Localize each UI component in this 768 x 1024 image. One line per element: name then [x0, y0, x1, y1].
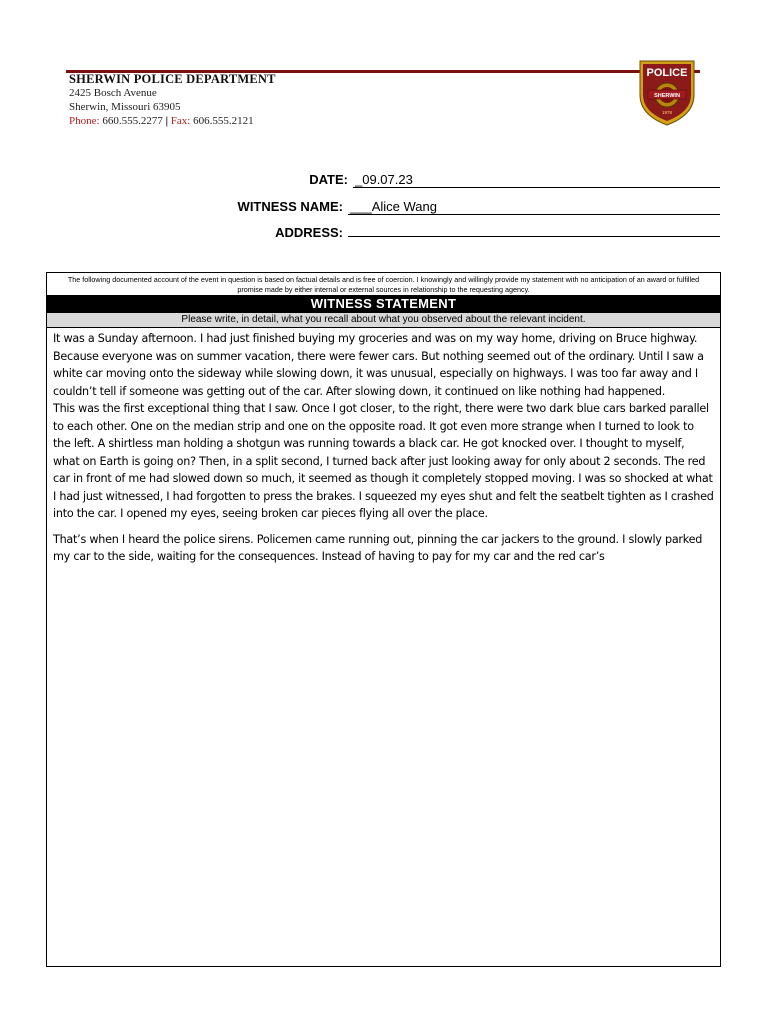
- statement-paragraph: That’s when I heard the police sirens. Policemen came running out, pinning the car jackers to the ground. I slowly parked my car to the side, waiting for the consequences. Instead of having to pay for my car and the red car’s: [53, 532, 703, 563]
- department-name: SHERWIN POLICE DEPARTMENT: [69, 72, 276, 86]
- badge-banner-text: SHERWIN: [654, 93, 680, 99]
- witness-statement-form: [46, 272, 721, 967]
- date-field[interactable]: _09.07.23: [353, 172, 720, 188]
- date-label: DATE:: [309, 172, 348, 187]
- fax-label: Fax:: [170, 115, 191, 127]
- phone-number: 660.555.2277: [102, 115, 163, 127]
- badge-top-text: POLICE: [646, 67, 688, 79]
- statement-paragraph: It was a Sunday afternoon. I had just finished buying my groceries and was on my way home, driving on Bruce highway. Because everyone was on summer vacation, there were fewer cars. But nothing seemed out of the ordinary. Until I saw a white car moving onto the sideway while slowing down, it was unusual, especially on highways. I was too far away and I couldn’t tell if someone was getting out of the car. After slowing down, it continued on like nothing had happened.: [53, 332, 704, 398]
- witness-name-row: [238, 199, 720, 215]
- witness-name-field[interactable]: ___Alice Wang: [348, 199, 720, 215]
- street-address: 2425 Bosch Avenue: [69, 87, 157, 99]
- address-label: ADDRESS:: [275, 225, 343, 240]
- disclaimer-text: The following documented account of the event in question is based on factual details and is free of coercion. I knowingly and willingly provide my statement with no anticipation of an award or fulfilled promise made by either internal or external sources in relationship to the requesting agency.: [67, 275, 700, 294]
- address-field[interactable]: [348, 236, 720, 237]
- badge-year: 1978: [661, 110, 673, 115]
- letterhead: [69, 72, 276, 128]
- contact-separator: |: [165, 115, 168, 127]
- contact-line: [69, 114, 276, 128]
- city-address: Sherwin, Missouri 63905: [69, 101, 181, 113]
- address-row: [275, 225, 720, 240]
- form-instruction: Please write, in detail, what you recall about what you observed about the relevant incident.: [47, 313, 720, 328]
- form-title: WITNESS STATEMENT: [47, 295, 720, 313]
- statement-text-area[interactable]: [47, 328, 720, 566]
- fax-number: 606.555.2121: [193, 115, 254, 127]
- phone-label: Phone:: [69, 115, 100, 127]
- statement-paragraph: This was the first exceptional thing that I saw. Once I got closer, to the right, there were two dark blue cars barked parallel to each other. One on the median strip and one on the opposite road. It got even more strange when I turned to look to the left. A shirtless man holding a shotgun was running towards a black car. He got knocked over. I thought to myself, what on Earth is going on? Then, in a split second, I turned back after just looking away for only about 2 seconds. The red car in front of me had slowed down so much, it seemed as though it completely stopped moving. I was so shocked at what I had just witnessed, I had forgotten to press the brakes. I squeezed my eyes shut and felt the seatbelt tighten as I crashed into the car. I opened my eyes, seeing broken car pieces flying all over the place.: [53, 402, 714, 520]
- date-row: [309, 172, 720, 188]
- witness-name-label: WITNESS NAME:: [237, 199, 343, 214]
- police-badge-icon: [636, 55, 698, 127]
